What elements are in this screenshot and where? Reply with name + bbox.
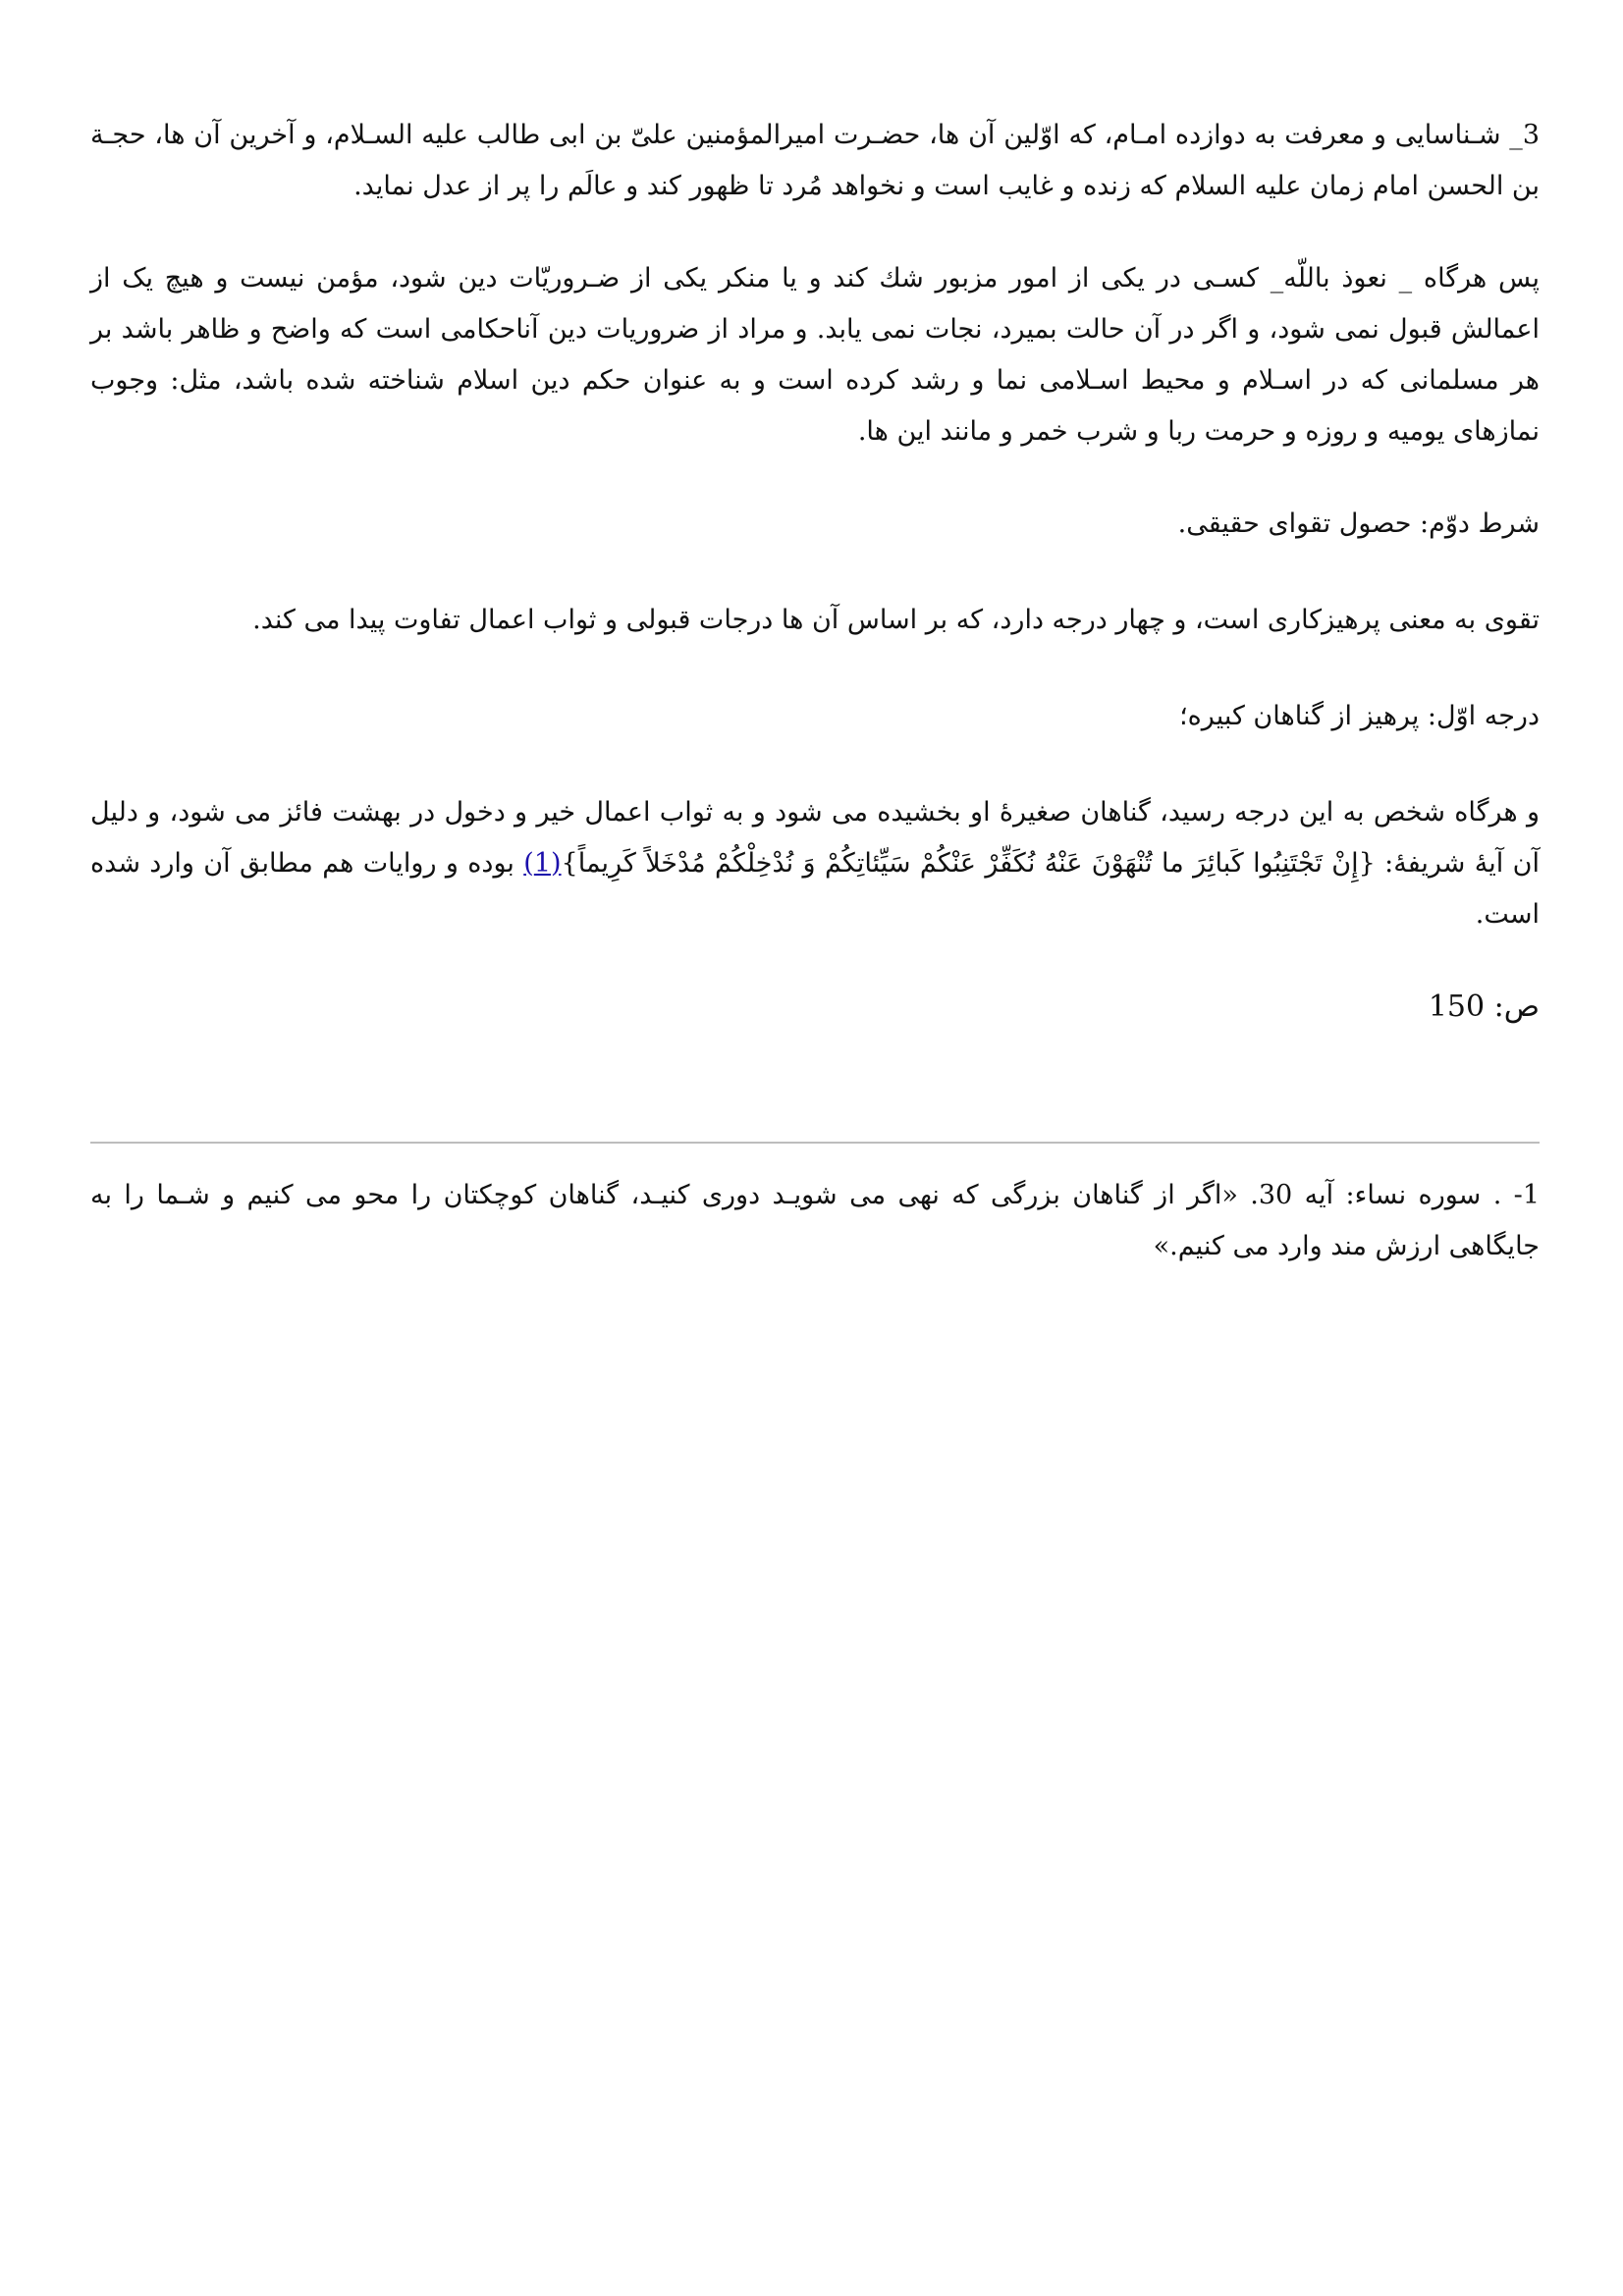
paragraph-verse xyxy=(90,787,1540,940)
verse-text-end: بوده و روايات هم مطابق آن وارد شده است. xyxy=(90,848,1540,930)
heading-second-condition: شرط دوّم: حصول تقواى حقيقى. xyxy=(1177,508,1540,539)
footnote-divider xyxy=(90,1142,1540,1144)
paragraph-imams: 3_ شـناسايى و معرفت به دوازده امـام، كه اوّلين آن ها، حضـرت اميرالمؤمنين علىّ بن ابى طالب عليه السـلام، و آخرين آن ها، حجـة بن الحسن امام زمان عليه السلام كه زنده و غايب است و نخواهد مُرد تا ظهور كند و عالَم را پر از عدل نمايد. xyxy=(90,120,1540,201)
document-body xyxy=(90,110,1540,1033)
footnote-text: 1- . سوره نساء: آيه 30. «اگر از گناهان بزرگى كه نهى مى شويـد دورى كنيـد، گناهان كوچكتان را محو مى كنيم و شـما را به جايگاهى ارزش مند وارد مى كنيم.» xyxy=(90,1180,1540,1261)
page-number: ص: 150 xyxy=(1428,989,1540,1024)
paragraph-denial: پس هرگاه _ نعوذ باللّه_ كسـى در يكى از امور مزبور شك كند و يا منكر يكى از ضـروريّات دين شود، مؤمن نيست و هيچ يک از اعمالش قبول نمى شود، و اگر در آن حالت بميرد، نجات نمى يابد. و مراد از ضروريات دين آناحكامى است كه واضح و ظاهر باشد بر هر مسلمانى كه در اسـلام و محيط اسـلامى نما و رشد كرده است و به عنوان حكم دين اسلام شناخته شده باشد، مثل: وجوب نمازهاى يوميه و روزه و حرمت ربا و شرب خمر و مانند اين ها. xyxy=(90,263,1540,447)
footnote-link[interactable]: (1) xyxy=(523,848,562,879)
heading-first-degree: درجه اوّل: پرهيز از گناهان كبيره؛ xyxy=(1179,701,1540,731)
verse-text: و هرگاه شخص به اين درجه رسيد، گناهان صغيرهٔ او بخشيده مى شود و به ثواب اعمال خير و دخول در بهشت فائز مى شود، و دليل آن آيهٔ شريفهٔ: {إِنْ تَجْتَنِبُوا كَبائِرَ ما تُنْهَوْنَ عَنْهُ نُكَفِّرْ عَنْكُمْ سَيِّئاتِكُمْ وَ نُدْخِلْكُمْ مُدْخَلاً كَرِيماً} xyxy=(90,797,1540,879)
paragraph-taqwa: تقوى به معنى پرهيزكارى است، و چهار درجه دارد، كه بر اساس آن ها درجات قبولى و ثواب اعمال تفاوت پيدا مى كند. xyxy=(252,605,1540,635)
